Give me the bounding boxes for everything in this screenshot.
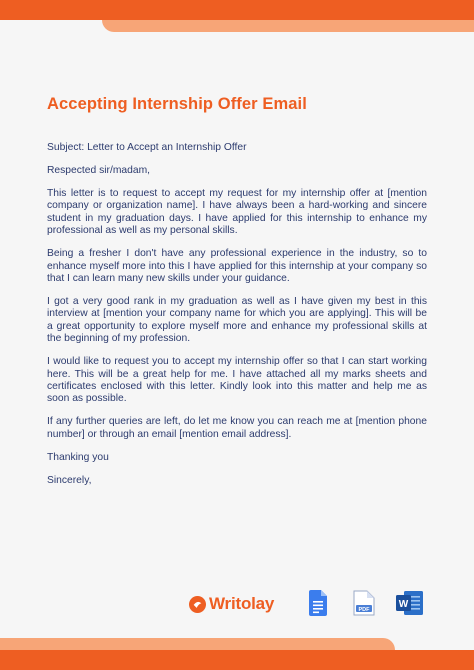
pdf-icon-label: PDF <box>358 606 370 613</box>
subject-line: Subject: Letter to Accept an Internship Offer <box>47 142 247 153</box>
footer <box>0 585 474 621</box>
document-title: Accepting Internship Offer Email <box>47 95 307 113</box>
pdf-file-icon[interactable] <box>353 590 375 616</box>
writolay-logo-icon <box>189 596 206 613</box>
paragraph-1: This letter is to request to accept my request for my internship offer at [mention company or organization name]. I have always been a hard-working and sincere student in my graduation days. I have applied for this internship to enhance my professional as well as my personal skills. <box>47 188 427 237</box>
closing-line: Sincerely, <box>47 474 92 486</box>
paragraph-3: I got a very good rank in my graduation as well as I have given my best in this interview at [mention your company name for which you are applying]. This will be a great opportunity to explore myself more and enhance my professional skills at the beginning of my profession. <box>47 296 427 345</box>
google-docs-icon[interactable] <box>309 590 327 616</box>
paragraph-5: If any further queries are left, do let me know you can reach me at [mention phone number] or through an email [mention email address]. <box>47 416 427 440</box>
word-icon-label: W <box>398 598 409 610</box>
bottom-accent-tab <box>0 638 395 650</box>
paragraph-4: I would like to request you to accept my internship offer so that I can start working here. This will be a great help for me. I have attached all my marks sheets and certificates enclosed with this letter. Kindly look into this matter and help me as soon as possible. <box>47 356 427 405</box>
top-accent-bar <box>0 0 474 20</box>
brand-logo[interactable] <box>189 593 274 615</box>
ms-word-icon[interactable] <box>396 590 424 616</box>
top-accent-tab <box>102 20 474 32</box>
letter-body <box>47 142 427 498</box>
bottom-accent-bar <box>0 650 474 670</box>
paragraph-2: Being a fresher I don't have any professional experience in the industry, so to enhance myself more into this I have applied for this internship at your company so that I can learn many new skills under your guidance. <box>47 248 427 285</box>
brand-name: Writolay <box>209 594 275 613</box>
thanks-line: Thanking you <box>47 451 109 463</box>
salutation: Respected sir/madam, <box>47 165 151 176</box>
